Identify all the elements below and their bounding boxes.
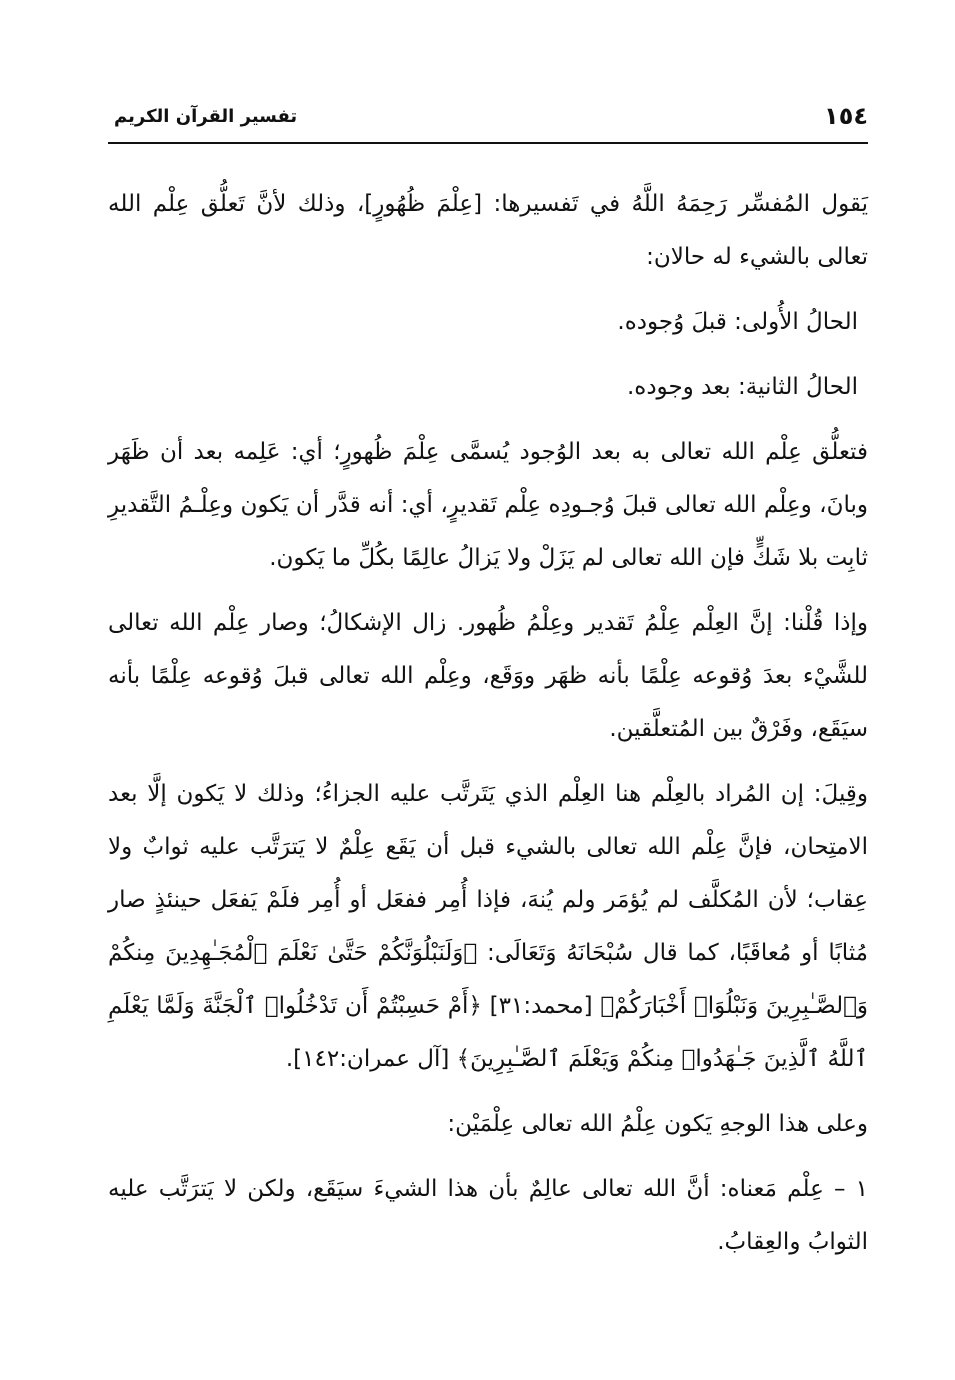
paragraph-two-knowledges: وعلى هذا الوجهِ يَكون عِلْمُ الله تعالى عِلْمَيْن: — [447, 1111, 868, 1137]
paragraph-alternative-view: وقِيلَ: إن المُراد بالعِلْم هنا العِلْم الذي يَتَرتَّب عليه الجزاءُ؛ وذلك لا يَكون إلَّا بعد الامتِحان، فإنَّ عِلْم الله تعالى بالشيء قبل أن يَقَع عِلْمٌ لا يَترَتَّب عليه ثوابٌ ولا عِقاب؛ لأن المُكلَّف لم يُؤمَر ولم يُنهَ، فإذا أُمِر ففعَل أو أُمِر فلَمْ يَفعَل حينئذٍ صار مُثابًا أو مُعاقَبًا، كما قال سُبْحَانَهُ وَتَعَالَى: ﴿وَلَنَبْلُوَنَّكُمْ حَتَّىٰ نَعْلَمَ ٱلْمُجَـٰهِدِينَ مِنكُمْ وَٱلصَّـٰبِرِينَ وَنَبْلُوَا۟ أَخْبَارَكُمْ﴾ [محمد:٣١] ﴿أَمْ حَسِبْتُمْ أَن تَدْخُلُوا۟ ٱلْجَنَّةَ وَلَمَّا يَعْلَمِ ٱللَّهُ ٱلَّذِينَ جَـٰهَدُوا۟ مِنكُمْ وَيَعْلَمَ ٱلصَّـٰبِرِينَ﴾ [آل عمران:١٤٢]. — [108, 781, 868, 1072]
page-body — [108, 178, 868, 1281]
header-divider — [108, 142, 868, 144]
paragraph-first-state: الحالُ الأُولى: قبلَ وُجوده. — [617, 309, 858, 335]
paragraph-knowledge-types: فتعلُّق عِلْم الله تعالى به بعد الوُجود يُسمَّى عِلْمَ ظُهورٍ؛ أي: عَلِمه بعد أن ظَهَر وبانَ، وعِلْم الله تعالى قبلَ وُجـودِه عِلْم تَقديرٍ، أي: أنه قدَّر أن يَكون وعِلْـمُ التَّقديرِ ثابِت بلا شَكٍّ فإن الله تعالى لم يَزَلْ ولا يَزالُ عالِمًا بكُلِّ ما يَكون. — [108, 439, 868, 571]
paragraph-resolution: وإذا قُلْنا: إنَّ العِلْم عِلْمُ تَقدير وعِلْمُ ظُهور. زال الإشكالُ؛ وصار عِلْم الله تعالى للشَّيْء بعدَ وُقوعه عِلْمًا بأنه ظهَر ووَقَع، وعِلْم الله تعالى قبلَ وُقوعه عِلْمًا بأنه سيَقَع، وفَرْقٌ بين المُتعلَّقين. — [108, 610, 868, 742]
paragraph-first-knowledge: ١ – عِلْم مَعناه: أنَّ الله تعالى عالِمٌ بأن هذا الشيءَ سيَقَع، ولكن لا يَترَتَّب عليه الثوابُ والعِقابُ. — [108, 1176, 868, 1255]
paragraph-second-state: الحالُ الثانية: بعد وجوده. — [626, 374, 858, 400]
book-title: تفسير القرآن الكريم — [114, 106, 298, 127]
page-number: ١٥٤ — [824, 102, 868, 130]
paragraph-intro: يَقول المُفسِّر رَحِمَهُ اللَّهُ في تَفسيرها: [عِلْمَ ظُهُورٍ]، وذلك لأنَّ تَعلُّق عِلْم الله تعالى بالشيء له حالان: — [108, 191, 868, 270]
page-header — [108, 98, 868, 140]
